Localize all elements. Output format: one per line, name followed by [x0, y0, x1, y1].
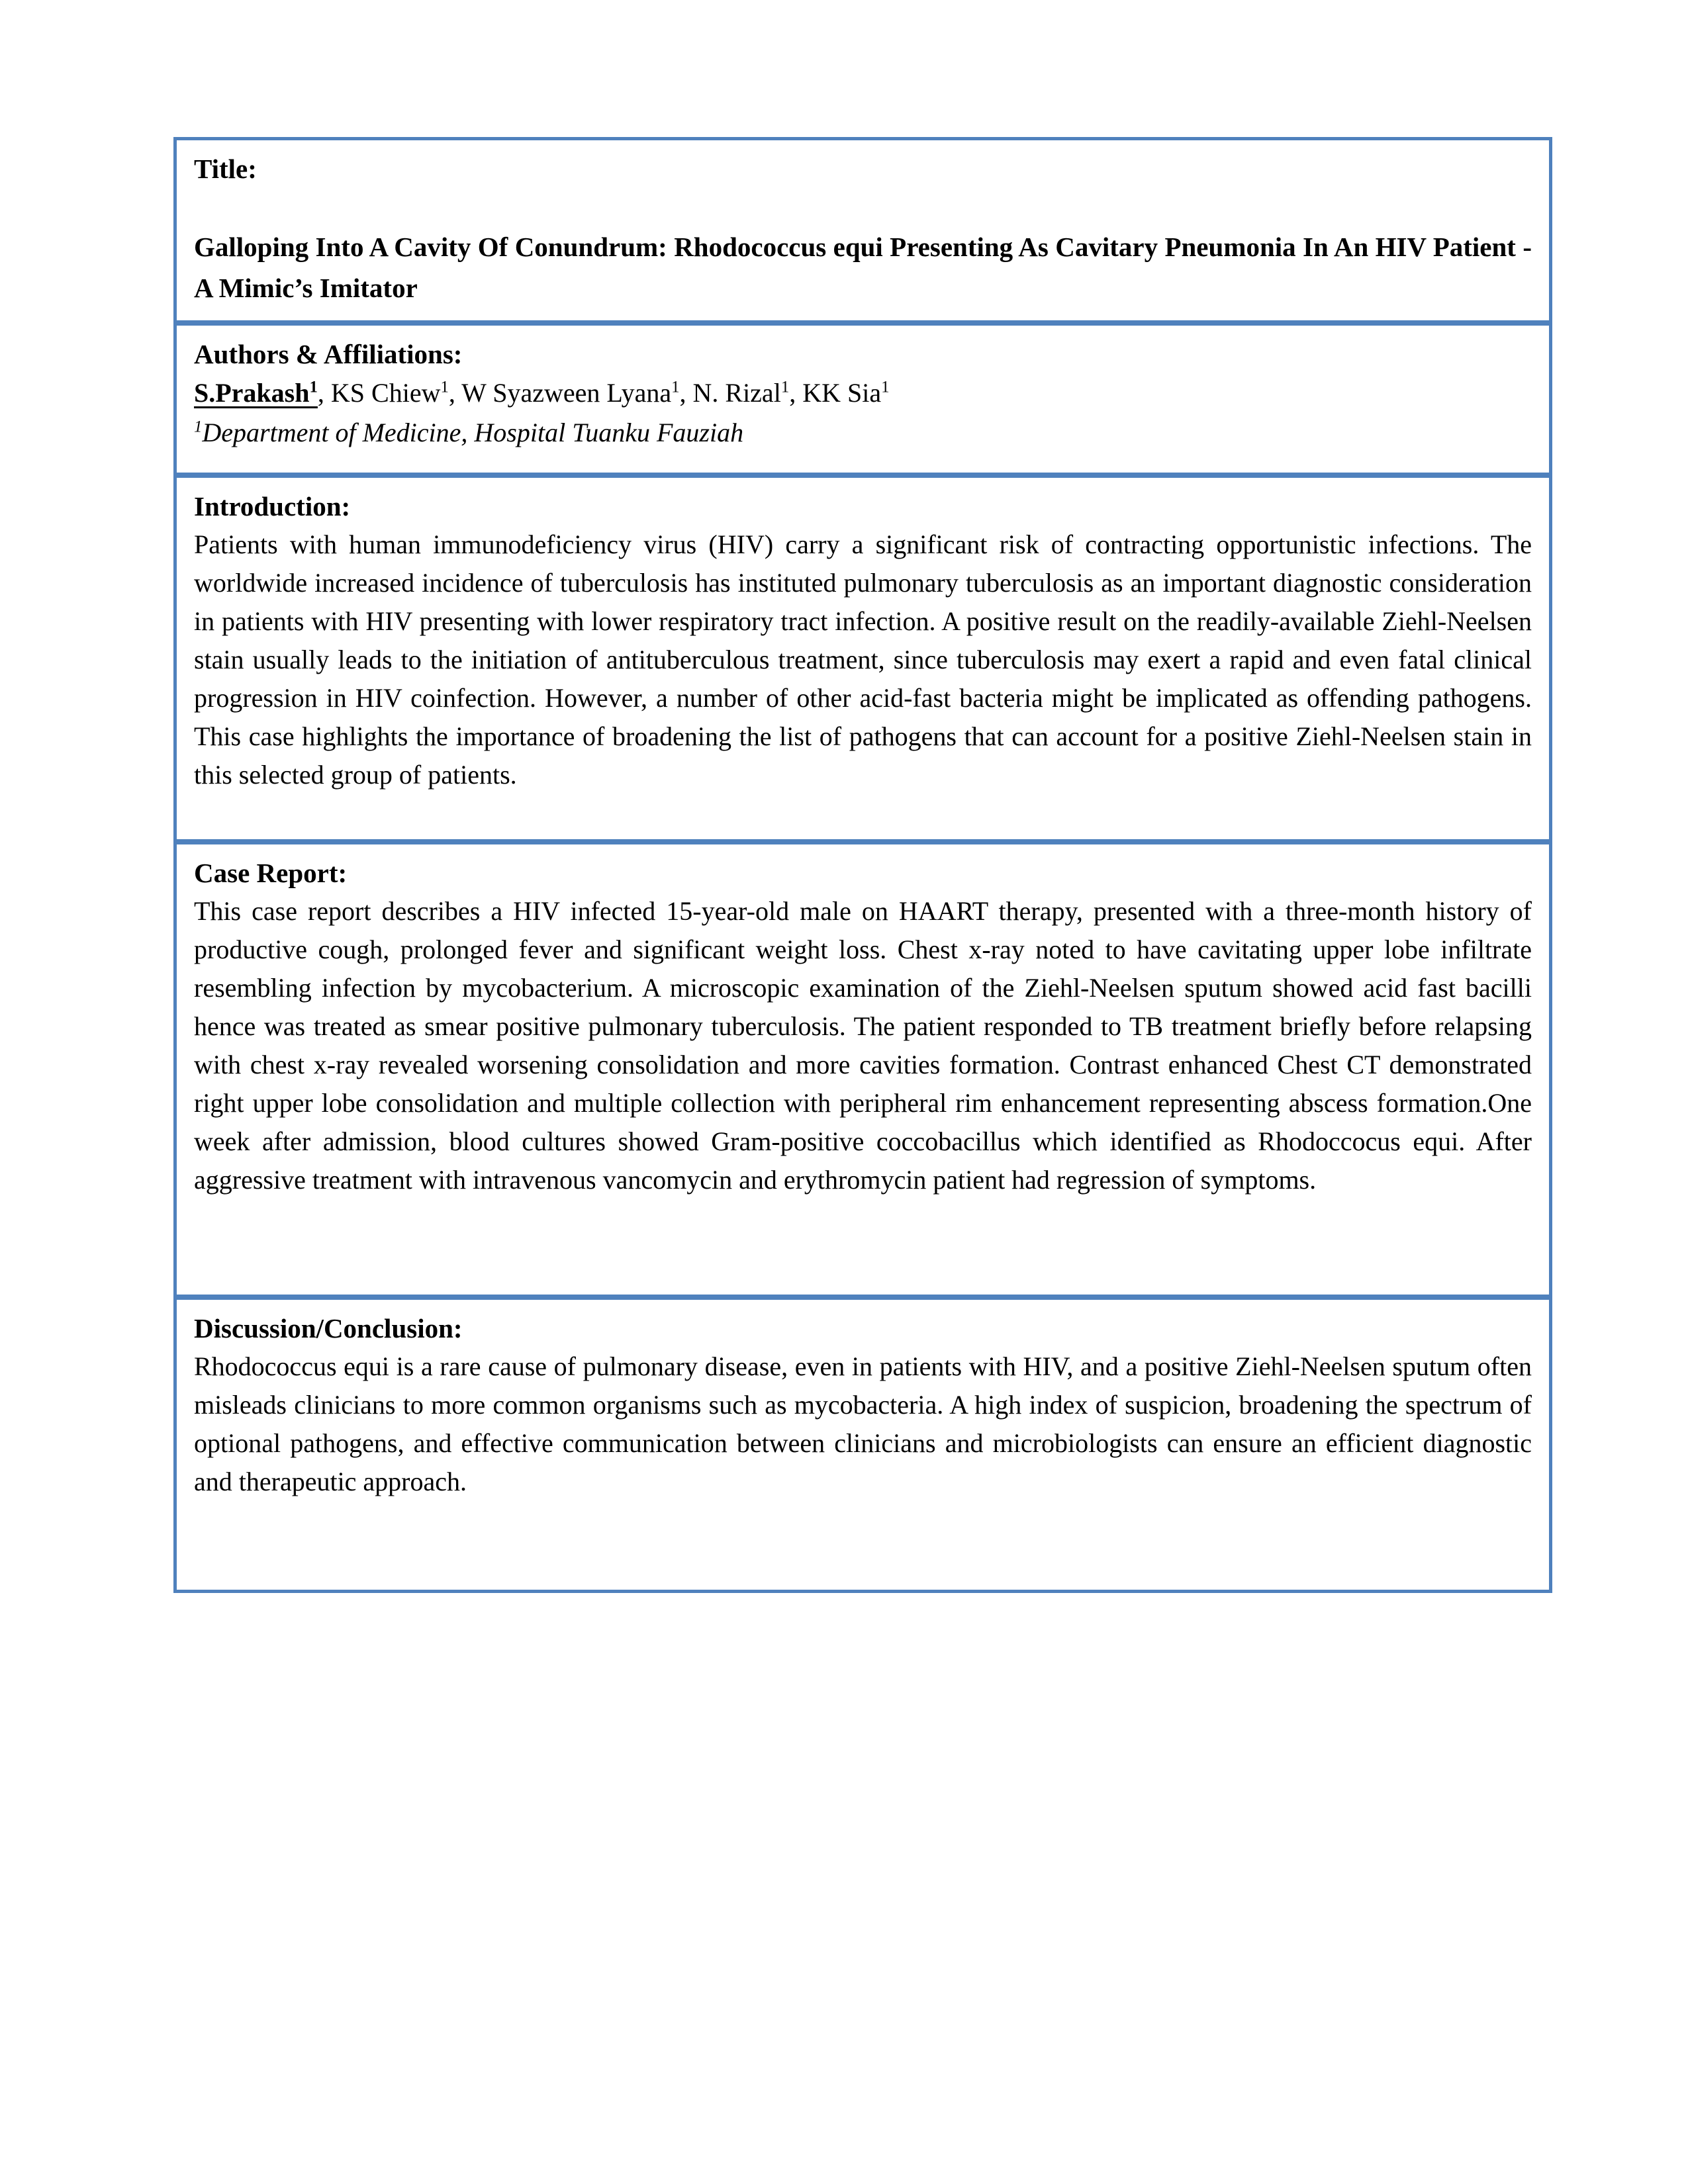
document-container — [173, 137, 1552, 1593]
author: W Syazween Lyana$^1$ — [461, 378, 680, 408]
affiliation-superscript: 1 — [194, 418, 203, 436]
authors-section — [173, 322, 1552, 476]
authors-line: S.Prakash$^1$, KS Chiew$^1$, W Syazween Lyana$^1$, N. Rizal$^1$, KK Sia$^1$ — [194, 378, 890, 408]
case-report-section — [173, 841, 1552, 1298]
discussion-body: Rhodococcus equi is a rare cause of pulmonary disease, even in patients with HIV, and a positive Ziehl-Neelsen sputum often misleads clinicians to more common organisms such as mycobacteria. A high index of suspicion, broadening the spectrum of optional pathogens, and effective communication between clinicians and microbiologists can ensure an efficient diagnostic and therapeutic approach. — [194, 1351, 1532, 1496]
title-section — [173, 137, 1552, 324]
affiliation-line — [194, 413, 1532, 453]
paper-title: Galloping Into A Cavity Of Conundrum: Rhodococcus equi Presenting As Cavitary Pneumonia In An HIV Patient - A Mimic’s Imitator — [194, 232, 1532, 303]
introduction-section — [173, 475, 1552, 842]
case-report-body: This case report describes a HIV infected 15-year-old male on HAART therapy, presented with a three-month history of productive cough, prolonged fever and significant weight loss. Chest x-ray noted to have cavitating upper lobe infiltrate resembling infection by mycobacterium. A microscopic examination of the Ziehl-Neelsen sputum showed acid fast bacilli hence was treated as smear positive pulmonary tuberculosis. The patient responded to TB treatment briefly before relapsing with chest x-ray revealed worsening consolidation and more cavities formation. Contrast enhanced Chest CT demonstrated right upper lobe consolidation and multiple collection with peripheral rim enhancement representing abscess formation.One week after admission, blood cultures showed Gram-positive coccobacillus which identified as Rhodoccocus equi. After aggressive treatment with intravenous vancomycin and erythromycin patient had regression of symptoms. — [194, 896, 1532, 1195]
author-primary: S.Prakash$^1$ — [194, 378, 318, 408]
author-superscript: 1 — [780, 378, 790, 396]
case-report-section-label: Case Report: — [194, 858, 348, 888]
author-superscript: 1 — [309, 378, 318, 396]
affiliation-text: Department of Medicine, Hospital Tuanku Fauziah — [202, 418, 744, 447]
author-superscript: 1 — [881, 378, 890, 396]
introduction-section-label: Introduction: — [194, 491, 351, 522]
author-superscript: 1 — [440, 378, 449, 396]
title-spacer — [194, 188, 1532, 226]
discussion-section — [173, 1297, 1552, 1593]
title-section-label: Title: — [194, 154, 257, 184]
author: N. Rizal$^1$ — [692, 378, 790, 408]
authors-section-label: Authors & Affiliations: — [194, 339, 463, 369]
author: KK Sia$^1$ — [802, 378, 890, 408]
introduction-body: Patients with human immunodeficiency virus (HIV) carry a significant risk of contracting opportunistic infections. The worldwide increased incidence of tuberculosis has instituted pulmonary tuberculosis as an important diagnostic consideration in patients with HIV presenting with lower respiratory tract infection. A positive result on the readily-available Ziehl-Neelsen stain usually leads to the initiation of antituberculous treatment, since tuberculosis may exert a rapid and even fatal clinical progression in HIV coinfection. However, a number of other acid-fast bacteria might be implicated as offending pathogens. This case highlights the importance of broadening the list of pathogens that can account for a positive Ziehl-Neelsen stain in this selected group of patients. — [194, 529, 1532, 790]
author: KS Chiew$^1$ — [330, 378, 449, 408]
author-superscript: 1 — [671, 378, 680, 396]
discussion-section-label: Discussion/Conclusion: — [194, 1313, 463, 1343]
